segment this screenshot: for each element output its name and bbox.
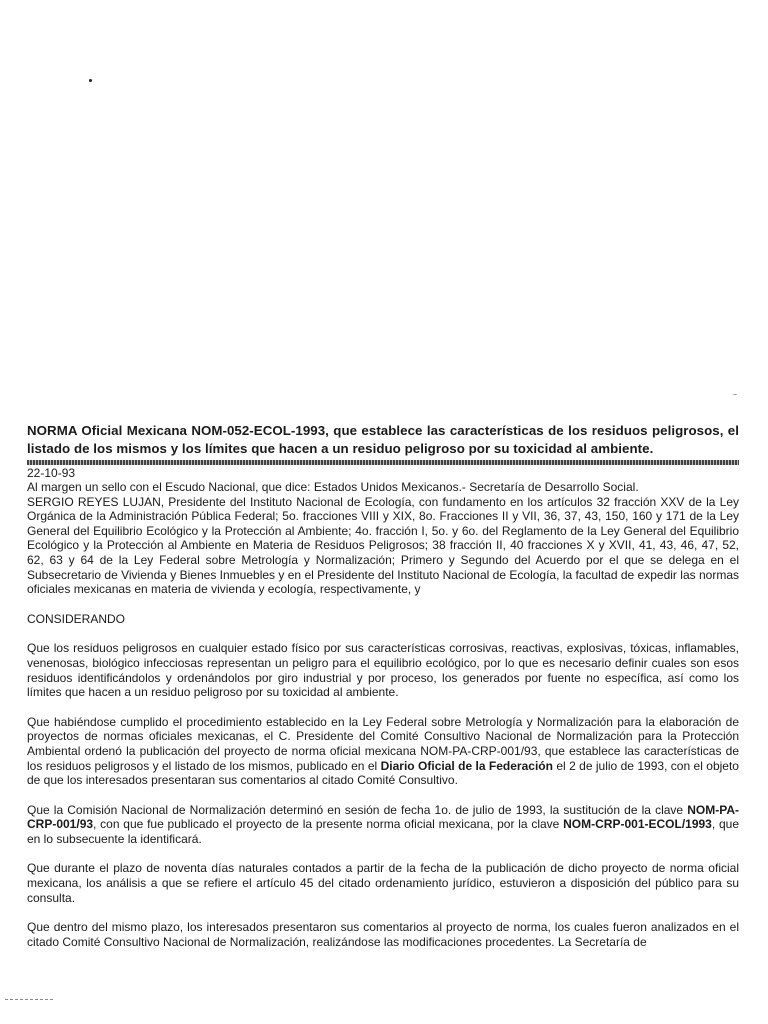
scan-speck <box>733 394 737 395</box>
paragraph-4: Que durante el plazo de noventa días naturales contados a partir de la fecha de la publicación de dicho proyecto de norma oficial mexicana, los análisis a que se refiere el artículo 45 del citado ordenamiento jurídico, estuvieron a disposición del público para su consulta. <box>27 861 739 905</box>
paragraph-2-text: Que habiéndose cumplido el procedimiento establecido en la Ley Federal sobre Metrología y Normalización para la elaboración de proyectos de normas oficiales mexicanas, el C. Presidente del Comité Consultivo Nacional de Normalización para la Protección Ambiental ordenó la publicación del proyecto de norma oficial mexicana NOM-PA-CRP-001/93, que establece las características de los residuos peligrosos y el listado de los mismos, publicado en el <box>27 714 739 773</box>
intro-paragraph: SERGIO REYES LUJAN, Presidente del Instituto Nacional de Ecología, con fundamento en los artículos 32 fracción XXV de la Ley Orgánica de la Administración Pública Federal; 5o. fracciones VIII y XIX, 8o. Fracciones II y VII, 36, 37, 43, 150, 160 y 171 de la Ley General del Equilibrio Ecológico y la Protección al Ambiente; 4o. fracción I, 5o. y 6o. del Reglamento de la Ley General del Equilibrio Ecológico y la Protección al Ambiente en Materia de Residuos Peligrosos; 38 fracción II, 40 fracciones X y XVII, 41, 43, 46, 47, 52, 62, 63 y 64 de la Ley Federal sobre Metrología y Normalización; Primero y Segundo del Acuerdo por el que se delega en el Subsecretario de Vivienda y Bienes Inmuebles y en el Presidente del Instituto Nacional de Ecología, la facultad de expedir las normas oficiales mexicanas en materia de vivienda y ecología, respectivamente, y <box>27 494 739 597</box>
diario-oficial-bold: Diario Oficial de la Federación <box>380 758 553 773</box>
new-key-bold: NOM-CRP-001-ECOL/1993 <box>563 817 712 832</box>
scan-footer-mark <box>5 999 55 1000</box>
scan-speck <box>89 79 92 82</box>
document-title: NORMA Oficial Mexicana NOM-052-ECOL-1993, que establece las características de los residuos peligrosos, el listado de los mismos y los límites que hacen a un residuo peligroso por su toxicidad al ambiente. <box>27 423 739 456</box>
document-body <box>27 422 739 949</box>
publication-date: 22-10-93 <box>27 466 76 480</box>
paragraph-2-text-end: el 2 de julio de 1993, con el objeto de que los interesados presentaran sus comentarios al citado Comité Consultivo. <box>27 758 739 788</box>
old-key-bold: NOM-PA-CRP-001/93 <box>27 802 739 832</box>
considerando-heading: CONSIDERANDO <box>27 611 126 626</box>
paragraph-3-text-mid: , con que fue publicado el proyecto de la presente norma oficial mexicana, por la clave <box>93 817 564 832</box>
paragraph-5: Que dentro del mismo plazo, los interesados presentaron sus comentarios al proyecto de norma, los cuales fueron analizados en el citado Comité Consultivo Nacional de Normalización, realizándose las modificaciones procedentes. La Secretaría de <box>27 920 739 949</box>
seal-paragraph: Al margen un sello con el Escudo Nacional, que dice: Estados Unidos Mexicanos.- Secretaría de Desarrollo Social. <box>27 480 639 494</box>
paragraph-1: Que los residuos peligrosos en cualquier estado físico por sus características corrosivas, reactivas, explosivas, tóxicas, inflamables, venenosas, biológico infecciosas representan un peligro para el equilibrio ecológico, por lo que es necesario definir cuales son esos residuos identificándolos y ordenándolos por giro industrial y por proceso, los generados por fuente no específica, así como los límites que hacen a un residuo peligroso por su toxicidad al ambiente. <box>27 641 739 700</box>
title-divider <box>27 460 739 465</box>
paragraph-2 <box>27 715 739 788</box>
paragraph-3 <box>27 803 739 847</box>
paragraph-3-text-end: , que en lo subsecuente la identificará. <box>27 817 739 846</box>
paragraph-3-text: Que la Comisión Nacional de Normalización determinó en sesión de fecha 1o. de julio de 1993, la sustitución de la clave <box>27 802 688 817</box>
